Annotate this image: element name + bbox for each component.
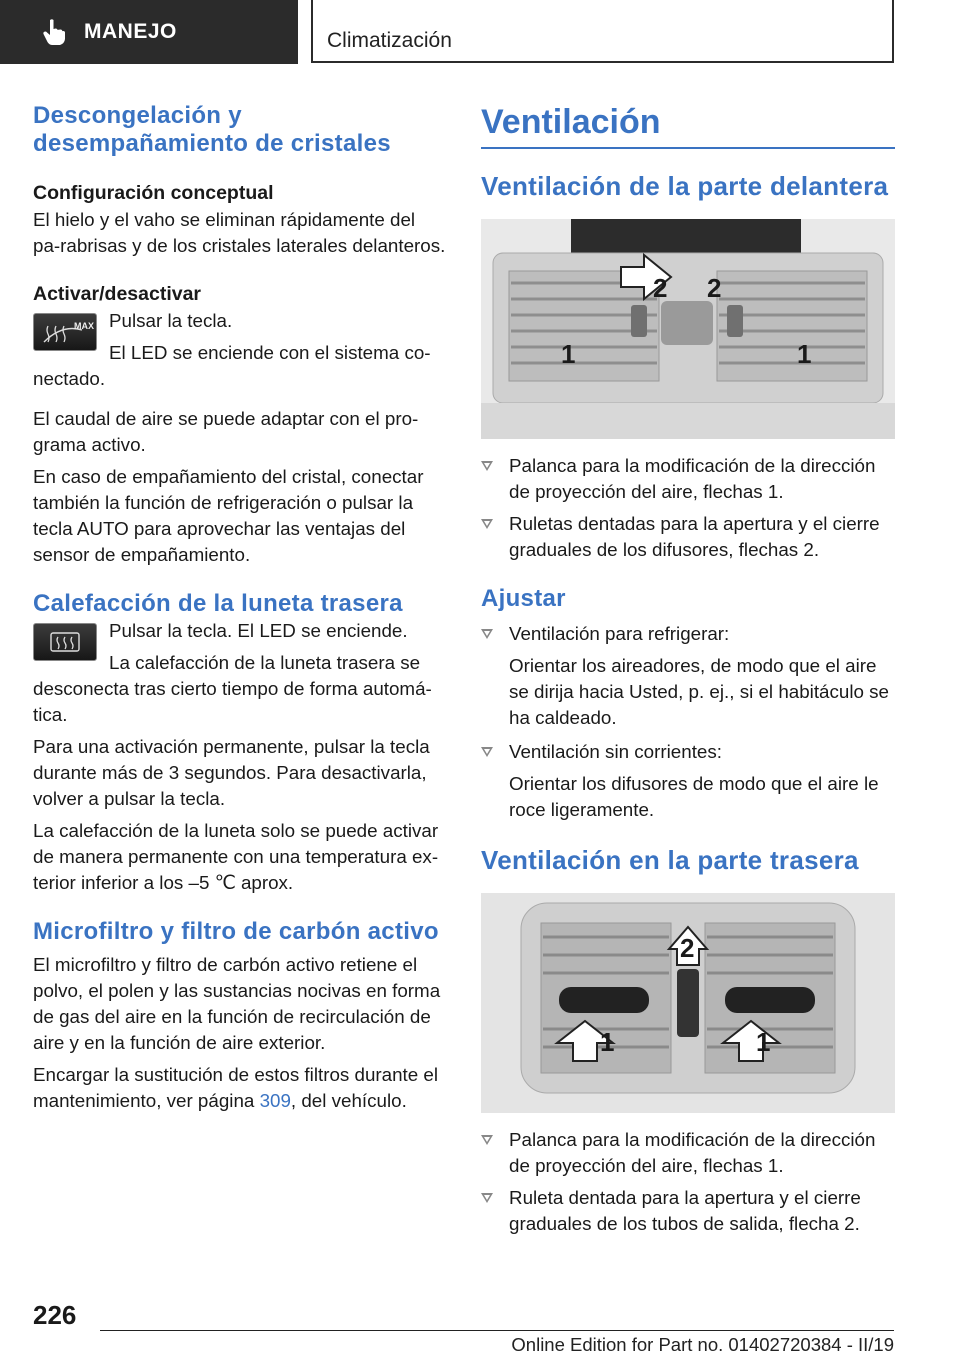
photo-label: 2: [680, 933, 695, 963]
adjust-title: Ajustar: [481, 585, 566, 612]
photo-label: 2: [707, 273, 722, 303]
flow-text: El caudal de aire se puede adaptar con el pro-grama activo.: [33, 408, 419, 455]
edition-note: Online Edition for Part no. 01402720384 - II/19: [511, 1334, 894, 1355]
rear-temp-text: La calefacción de la luneta solo se puede activar de manera permanente con una temperatura ex-terior inferior a los –5 ℃ aprox.: [33, 820, 439, 893]
photo-label: 2: [653, 273, 668, 303]
rear-press-text: Pulsar la tecla. El LED se enciende.: [109, 620, 408, 641]
front-vents-photo: [481, 219, 895, 439]
concept-heading: Configuración conceptual: [33, 182, 274, 204]
rear-ventilation-title: Ventilación en la parte trasera: [481, 845, 859, 875]
front-items-list: [481, 453, 895, 563]
list-item: Palanca para la modificación de la dirección de proyección del aire, flechas 1.: [481, 453, 895, 505]
filter-title: Microfiltro y filtro de carbón activo: [33, 918, 439, 945]
filter-service-text: Encargar la sustitución de estos filtros durante el mantenimiento, ver página 309, del vehículo.: [33, 1064, 439, 1111]
list-item: Ruletas dentadas para la apertura y el cierre graduales de los difusores, flechas 2.: [481, 511, 895, 563]
svg-text:MAX: MAX: [74, 321, 94, 331]
adjust-items-list: [481, 621, 895, 823]
triangle-bullet-icon: [481, 629, 493, 639]
rear-items-list: [481, 1127, 895, 1237]
triangle-bullet-icon: [481, 519, 493, 529]
left-column: [33, 102, 447, 1114]
photo-label: 1: [561, 339, 576, 369]
front-ventilation-title: Ventilación de la parte delantera: [481, 171, 889, 201]
ventilation-title: Ventilación: [481, 100, 895, 149]
activate-heading: Activar/desactivar: [33, 283, 202, 305]
defrost-title: Descongelación y desempañamiento de cristales: [33, 102, 391, 157]
section-label: MANEJO: [84, 20, 177, 43]
triangle-bullet-icon: [481, 461, 493, 471]
photo-label: 1: [797, 339, 812, 369]
rear-window-heating-key-icon: [33, 623, 97, 661]
press-key-text: Pulsar la tecla.: [109, 310, 233, 331]
right-column: [481, 100, 895, 1237]
concept-text: El hielo y el vaho se eliminan rápidamente del pa-rabrisas y de los cristales laterales delanteros.: [33, 209, 446, 256]
rear-key-block: [33, 618, 447, 728]
pointing-hand-icon: [42, 18, 66, 46]
filter-text: El microfiltro y filtro de carbón activo retiene el polvo, el polen y las sustancias nocivas en forma de gas del aire en la función de recirculación de aire y en la función de aire exterior.: [33, 954, 441, 1053]
rear-heating-title: Calefacción de la luneta trasera: [33, 590, 403, 617]
section-tab: [0, 0, 298, 64]
chapter-label: Climatización: [327, 29, 452, 52]
triangle-bullet-icon: [481, 747, 493, 757]
list-item: Ruleta dentada para la apertura y el cierre graduales de los tubos de salida, flecha 2.: [481, 1185, 895, 1237]
rear-vents-photo: [481, 893, 895, 1113]
list-item: Palanca para la modificación de la dirección de proyección del aire, flechas 1.: [481, 1127, 895, 1179]
chapter-tab: [311, 0, 894, 63]
triangle-bullet-icon: [481, 1193, 493, 1203]
max-defrost-key-icon: [33, 313, 97, 351]
fog-text: En caso de empañamiento del cristal, conectar también la función de refrigeración o pulsar la tecla AUTO para aprovechar las ventajas del sensor de empañamiento.: [33, 466, 424, 565]
photo-label: 1: [756, 1027, 771, 1057]
max-key-block: [33, 308, 447, 392]
page-number: 226: [33, 1300, 77, 1330]
photo-label: 1: [600, 1027, 615, 1057]
page-link[interactable]: 309: [259, 1090, 291, 1111]
rear-off-text: La calefacción de la luneta trasera se desconecta tras cierto tiempo de forma automá-tica.: [33, 652, 432, 725]
rear-perm-text: Para una activación permanente, pulsar la tecla durante más de 3 segundos. Para desactivarla, volver a pulsar la tecla.: [33, 736, 430, 809]
led-text: El LED se enciende con el sistema co-nectado.: [33, 342, 431, 389]
list-item: Ventilación sin corrientes: Orientar los difusores de modo que el aire le roce ligeramente.: [481, 739, 895, 823]
list-item: Ventilación para refrigerar: Orientar los aireadores, de modo que el aire se dirija hacia Usted, p. ej., si el habitáculo se ha caldeado.: [481, 621, 895, 731]
triangle-bullet-icon: [481, 1135, 493, 1145]
footer-divider: [100, 1330, 894, 1331]
